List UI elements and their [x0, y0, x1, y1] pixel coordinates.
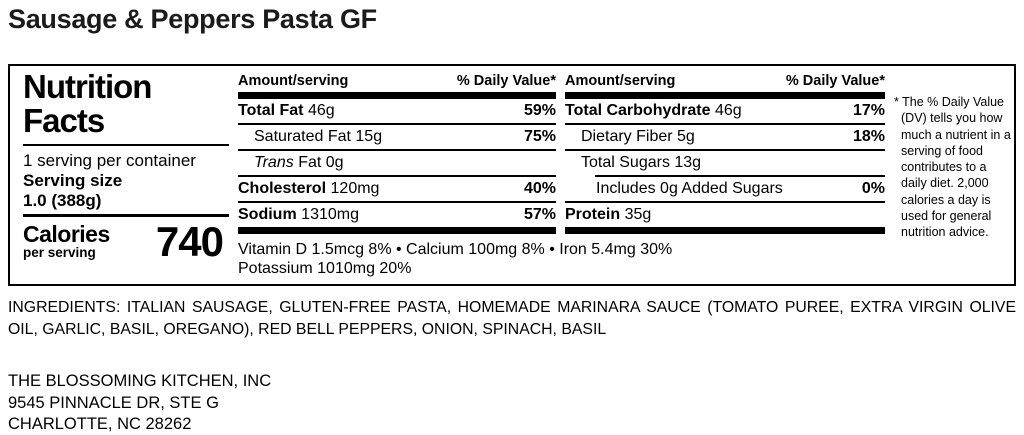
daily-value: 40% — [523, 180, 556, 197]
column-header — [565, 70, 885, 92]
nutrition-facts-heading-line2: Facts — [23, 102, 105, 139]
daily-value-footnote: * The % Daily Value (DV) tells you how much a nutrient in a serving of food contributes to a daily diet. 2,000 calories a day is used for general nutrition advice. — [894, 95, 1011, 240]
micronutrients-line1: Vitamin D 1.5mcg 8% • Calcium 100mg 8% • Iron 5.4mg 30% — [238, 241, 673, 258]
daily-value: 57% — [523, 206, 556, 223]
nutrient-column-fat-sodium — [238, 68, 556, 236]
daily-value: 59% — [523, 102, 556, 119]
nutrition-facts-heading — [23, 70, 229, 138]
daily-value: 17% — [852, 102, 885, 119]
label-identity-column — [15, 68, 229, 280]
serving-size-label: Serving size — [23, 171, 123, 190]
amount-serving-header: Amount/serving — [565, 73, 676, 89]
nutrition-facts-heading-line1: Nutrition — [23, 68, 152, 105]
nutrient-row-saturated-fat: Saturated Fat 15g 75% — [254, 128, 556, 145]
calories-label: Calories — [23, 221, 110, 247]
daily-value-header: % Daily Value* — [785, 73, 885, 89]
nutrient-row-total-carbohydrate: Total Carbohydrate 46g 17% — [565, 102, 885, 119]
amount-serving-header: Amount/serving — [238, 73, 349, 89]
calories-sublabel: per serving — [23, 245, 96, 260]
daily-value: 0% — [861, 180, 885, 197]
servings-per-container: 1 serving per container — [23, 151, 196, 170]
manufacturer-street: 9545 PINNACLE DR, STE G — [8, 393, 219, 412]
thick-bar — [565, 92, 885, 99]
daily-value: 18% — [852, 128, 885, 145]
nutrient-row-total-sugars: Total Sugars 13g — [581, 154, 702, 171]
nutrient-row-added-sugars: Includes 0g Added Sugars 0% — [596, 180, 885, 197]
divider — [23, 214, 229, 217]
nutrient-row-dietary-fiber: Dietary Fiber 5g 18% — [581, 128, 885, 145]
micronutrients — [238, 236, 885, 280]
nutrient-row-protein: Protein 35g — [565, 206, 652, 223]
calories-row — [23, 218, 229, 265]
thick-bar — [565, 227, 885, 234]
column-header — [238, 70, 556, 92]
ingredients-list: INGREDIENTS: ITALIAN SAUSAGE, GLUTEN-FREE PASTA, HOMEMADE MARINARA SAUCE (TOMATO PUREE, EXTRA VIRGIN OLIVE OIL, GARLIC, BASIL, OREGANO), RED BELL PEPPERS, ONION, SPINACH, BASIL — [8, 299, 1016, 338]
nutrition-facts-label — [8, 64, 1016, 286]
manufacturer-address — [8, 371, 1016, 435]
calories-value: 740 — [155, 218, 223, 265]
thick-bar — [238, 92, 556, 99]
micronutrients-line2: Potassium 1010mg 20% — [238, 260, 412, 277]
manufacturer-name: THE BLOSSOMING KITCHEN, INC — [8, 372, 272, 390]
page-title: Sausage & Peppers Pasta GF — [8, 4, 377, 34]
nutrient-column-carb-protein — [565, 68, 885, 236]
daily-value-header: % Daily Value* — [456, 73, 556, 89]
nutrient-row-sodium: Sodium 1310mg 57% — [238, 206, 556, 223]
thick-bar — [238, 227, 556, 234]
manufacturer-city: CHARLOTTE, NC 28262 — [8, 415, 192, 433]
divider — [23, 144, 229, 146]
nutrient-row-trans-fat: Trans Fat 0g — [254, 154, 344, 171]
nutrient-row-total-fat: Total Fat 46g 59% — [238, 102, 556, 119]
daily-value: 75% — [523, 128, 556, 145]
calories-label-group — [23, 221, 110, 260]
serving-size-value: 1.0 (388g) — [23, 191, 102, 210]
nutrient-row-cholesterol: Cholesterol 120mg 40% — [238, 180, 556, 197]
